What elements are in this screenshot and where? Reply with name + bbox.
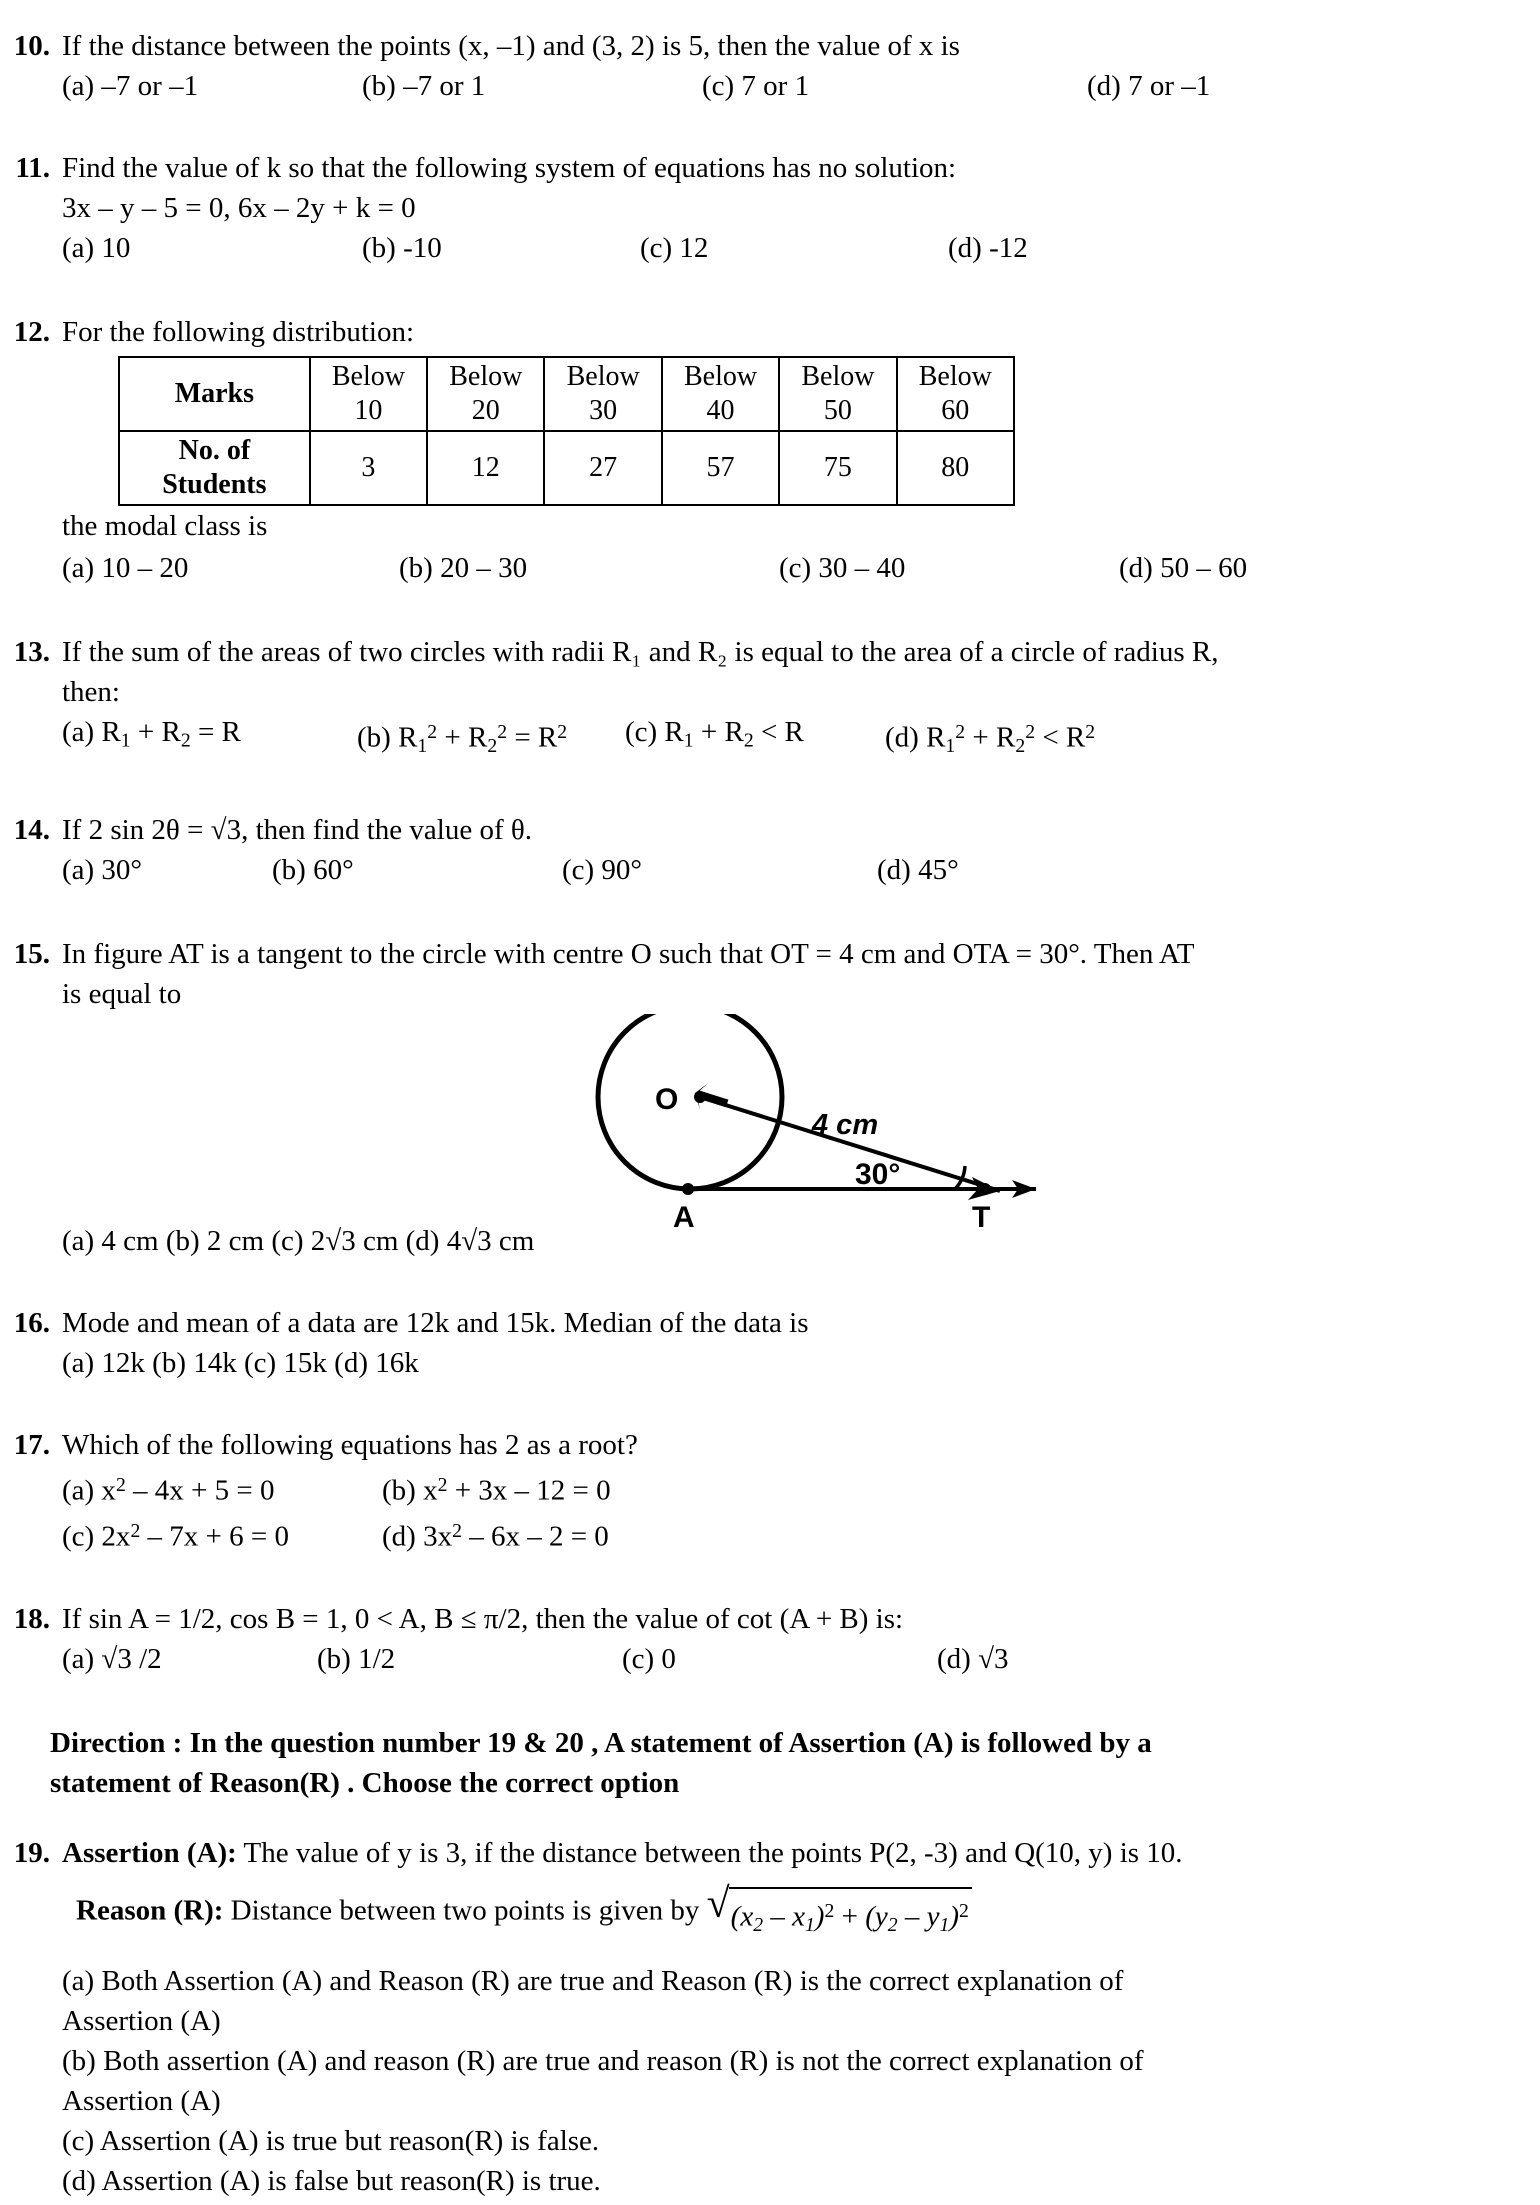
figure-svg xyxy=(0,1014,1540,1229)
below-label: Below xyxy=(331,361,405,392)
direction-line-2: statement of Reason(R) . Choose the correct option xyxy=(50,1766,680,1799)
question-13 xyxy=(0,632,1540,766)
question-11 xyxy=(0,148,1540,268)
exp-2b: 2 xyxy=(959,1899,969,1922)
table-cell-students-1: 12 xyxy=(427,431,544,505)
label-O: O xyxy=(655,1083,679,1117)
question-number: 10. xyxy=(13,30,50,62)
reason-label: Reason (R): xyxy=(76,1894,224,1927)
option-b-line-2[interactable]: Assertion (A) xyxy=(62,2084,221,2117)
options-row-2 xyxy=(62,1511,1540,1557)
question-body xyxy=(62,1303,1540,1383)
below-value: 30 xyxy=(589,395,618,426)
table-cell-students-0: 3 xyxy=(310,431,427,505)
table-row-students xyxy=(119,431,1014,505)
question-stem: If the distance between the points (x, –1) and (3, 2) is 5, then the value of x is xyxy=(62,30,960,62)
distribution-table-wrapper xyxy=(118,356,1540,506)
question-15 xyxy=(0,934,1540,1014)
question-stem: If the sum of the areas of two circles with radii R₁ and R₂ is equal to the area of a circle of radius R, xyxy=(62,636,1219,668)
question-stem: If 2 sin 2θ = √3, then find the value of θ. xyxy=(62,814,532,847)
option-b[interactable]: (b) 1/2 xyxy=(317,1642,396,1675)
question-body xyxy=(62,1833,1540,2201)
option-d[interactable]: (d) Assertion (A) is false but reason(R) is true. xyxy=(62,2164,601,2197)
option-b[interactable]: (b) 60° xyxy=(272,854,354,887)
option-b-line-1[interactable]: (b) Both assertion (A) and reason (R) are true and reason (R) is not the correct explanation of xyxy=(62,2044,1144,2077)
circle-shape xyxy=(598,1014,782,1189)
external-point-dot xyxy=(979,1183,991,1195)
var-x1: x xyxy=(792,1900,805,1933)
options-row xyxy=(62,1639,1540,1679)
row-header-marks: Marks xyxy=(119,357,310,431)
distance-formula xyxy=(706,1880,972,1945)
options-inline[interactable]: (a) 12k (b) 14k (c) 15k (d) 16k xyxy=(62,1347,419,1380)
label-angle: 30° xyxy=(855,1158,901,1192)
question-number: 19. xyxy=(13,1836,50,1869)
options-inline[interactable]: (a) 4 cm (b) 2 cm (c) 2√3 cm (d) 4√3 cm xyxy=(62,1225,535,1258)
question-number: 13. xyxy=(13,636,50,668)
option-c[interactable]: (c) $R_1 + R_2 < R$ xyxy=(625,716,804,752)
option-b[interactable]: (b) $x^2 + 3x - 12 = 0$ xyxy=(382,1474,611,1507)
table-cell-students-3: 57 xyxy=(662,431,779,505)
option-a[interactable]: (a) 10 – 20 xyxy=(62,552,189,584)
option-d[interactable]: (d) -12 xyxy=(948,232,1028,264)
option-d[interactable]: (d) $R_1^2 + R_2^2 < R^2$ xyxy=(885,721,1096,758)
table-cell-marks-1 xyxy=(427,357,544,431)
below-label: Below xyxy=(566,361,640,392)
question-15-options xyxy=(0,1221,1540,1261)
option-d[interactable]: (d) 45° xyxy=(877,854,959,887)
option-b[interactable]: (b) –7 or 1 xyxy=(362,70,486,102)
option-c[interactable]: (c) 0 xyxy=(622,1642,676,1675)
option-a[interactable]: (a) $R_1 + R_2 = R$ xyxy=(62,716,241,752)
table-cell-students-4: 75 xyxy=(779,431,896,505)
below-label: Below xyxy=(801,361,875,392)
direction-block xyxy=(0,1723,1540,1803)
question-body xyxy=(62,810,1540,890)
question-10 xyxy=(0,26,1540,106)
question-19 xyxy=(0,1833,1540,2201)
question-body xyxy=(62,148,1540,268)
question-body xyxy=(62,1221,1540,1261)
option-a[interactable]: (a) $x^2 - 4x + 5 = 0$ xyxy=(62,1474,275,1507)
option-d[interactable]: (d) 7 or –1 xyxy=(1087,70,1211,102)
option-c[interactable]: (c) 7 or 1 xyxy=(702,70,810,102)
question-body xyxy=(62,632,1540,766)
question-stem: Find the value of k so that the following system of equations has no solution: xyxy=(62,152,957,184)
option-c[interactable]: (c) 90° xyxy=(562,854,643,887)
sub-1: 1 xyxy=(804,1913,815,1936)
question-number: 18. xyxy=(13,1602,50,1635)
options-row xyxy=(62,228,1540,268)
option-c[interactable]: (c) 12 xyxy=(640,232,709,264)
question-12 xyxy=(0,312,1540,588)
minus-sign: – xyxy=(770,1900,785,1933)
question-number: 12. xyxy=(13,316,50,348)
var-y1: y xyxy=(926,1900,940,1933)
below-label: Below xyxy=(449,361,523,392)
option-c[interactable]: (c) $2x^2 - 7x + 6 = 0$ xyxy=(62,1519,290,1553)
question-stem-continuation: is equal to xyxy=(62,978,182,1011)
table-cell-marks-5 xyxy=(897,357,1014,431)
question-body xyxy=(62,934,1540,1014)
label-A: A xyxy=(673,1201,695,1230)
question-body xyxy=(62,1425,1540,1556)
assertion-label: Assertion (A): xyxy=(62,1836,237,1869)
options-row xyxy=(62,548,1540,588)
table-row-marks xyxy=(119,357,1014,431)
direction-line-1: Direction : In the question number 19 & 20 , A statement of Assertion (A) is followed by a xyxy=(50,1726,1152,1759)
option-b[interactable]: (b) 20 – 30 xyxy=(399,552,528,584)
center-point-dot xyxy=(694,1091,706,1103)
question-number: 16. xyxy=(13,1307,50,1340)
table-cell-students-5: 80 xyxy=(897,431,1014,505)
exam-page xyxy=(0,26,1540,2205)
question-stem: Which of the following equations has 2 as a root? xyxy=(62,1429,638,1462)
option-a-line-2[interactable]: Assertion (A) xyxy=(62,2004,221,2037)
question-number: 14. xyxy=(13,814,50,847)
radical-group xyxy=(706,1880,972,1945)
table-cell-marks-2 xyxy=(544,357,661,431)
row-header-students: No. of Students xyxy=(119,431,310,505)
question-17 xyxy=(0,1425,1540,1556)
sub-1b: 1 xyxy=(939,1913,950,1936)
table-cell-marks-3 xyxy=(662,357,779,431)
below-label: Below xyxy=(683,361,758,392)
table-cell-marks-4 xyxy=(779,357,896,431)
question-equations: 3x – y – 5 = 0, 6x – 2y + k = 0 xyxy=(62,192,416,224)
question-stem: If sin A = 1/2, cos B = 1, 0 < A, B ≤ π/2, then the value of cot (A + B) is: xyxy=(62,1602,904,1635)
below-value: 20 xyxy=(471,395,500,426)
label-T: T xyxy=(972,1201,991,1230)
plus-sign: + xyxy=(841,1900,858,1933)
minus-sign-2: – xyxy=(904,1900,920,1933)
reason-text: Distance between two points is given by xyxy=(230,1894,700,1927)
option-a[interactable]: (a) 30° xyxy=(62,854,143,887)
below-value: 60 xyxy=(941,395,970,426)
below-value: 10 xyxy=(354,395,383,426)
options-row-1 xyxy=(62,1465,1540,1511)
assertion-line xyxy=(62,1833,1500,1873)
option-d[interactable]: (d) 50 – 60 xyxy=(1119,552,1248,584)
var-y2: y xyxy=(874,1900,888,1933)
label-length: 4 cm xyxy=(812,1109,879,1142)
question-number: 15. xyxy=(13,938,50,971)
question-body xyxy=(62,312,1540,588)
option-c[interactable]: (c) Assertion (A) is true but reason(R) is false. xyxy=(62,2124,600,2157)
exp-2: 2 xyxy=(824,1899,835,1922)
option-b[interactable]: (b) -10 xyxy=(362,232,442,264)
option-a[interactable]: (a) 10 xyxy=(62,232,131,264)
question-18 xyxy=(0,1599,1540,1679)
option-b[interactable]: (b) $R_1^2 + R_2^2 = R^2$ xyxy=(357,721,568,758)
question-number: 17. xyxy=(13,1429,50,1462)
question-stem: In figure AT is a tangent to the circle with centre O such that OT = 4 cm and OTA = 30°. Then AT xyxy=(62,938,1195,971)
radical-symbol: √ xyxy=(706,1880,730,1927)
option-c[interactable]: (c) 30 – 40 xyxy=(779,552,906,584)
question-stem-continuation: then: xyxy=(62,676,120,708)
below-label: Below xyxy=(918,361,992,392)
question-stem-continuation: the modal class is xyxy=(62,510,268,542)
question-number: 11. xyxy=(15,152,50,184)
question-14 xyxy=(0,810,1540,890)
option-a[interactable]: (a) √3 /2 xyxy=(62,1642,162,1675)
table-cell-students-2: 27 xyxy=(544,431,661,505)
radicand: $(x_2 - x_1)^2 + (y_2 - y_1)^2$ xyxy=(729,1887,972,1945)
below-value: 40 xyxy=(706,395,735,426)
tangent-circle-figure xyxy=(0,1014,1540,1229)
question-body xyxy=(62,1599,1540,1679)
question-stem: Mode and mean of a data are 12k and 15k. Median of the data is xyxy=(62,1307,809,1340)
option-d[interactable]: (d) √3 xyxy=(937,1642,1009,1675)
assertion-text: The value of y is 3, if the distance between the points P(2, -3) and Q(10, y) is 10. xyxy=(243,1836,1183,1869)
tangent-point-dot xyxy=(682,1183,694,1195)
distribution-table xyxy=(118,356,1015,506)
options-row xyxy=(62,712,1540,766)
var-x2: x xyxy=(740,1900,754,1933)
options-row xyxy=(62,850,1540,890)
option-d[interactable]: (d) $3x^2 - 6x - 2 = 0$ xyxy=(382,1519,609,1553)
sub-2b: 2 xyxy=(887,1913,898,1936)
sub-2: 2 xyxy=(753,1913,764,1936)
options-row xyxy=(62,66,1540,106)
reason-line xyxy=(62,1880,1500,1945)
question-stem: For the following distribution: xyxy=(62,316,415,348)
question-body xyxy=(62,26,1540,106)
option-a-line-1[interactable]: (a) Both Assertion (A) and Reason (R) are true and Reason (R) is the correct explanation of xyxy=(62,1964,1124,1997)
below-value: 50 xyxy=(823,395,852,426)
table-cell-marks-0 xyxy=(310,357,427,431)
option-a[interactable]: (a) –7 or –1 xyxy=(62,70,199,102)
assertion-options xyxy=(62,1961,1500,2201)
question-16 xyxy=(0,1303,1540,1383)
